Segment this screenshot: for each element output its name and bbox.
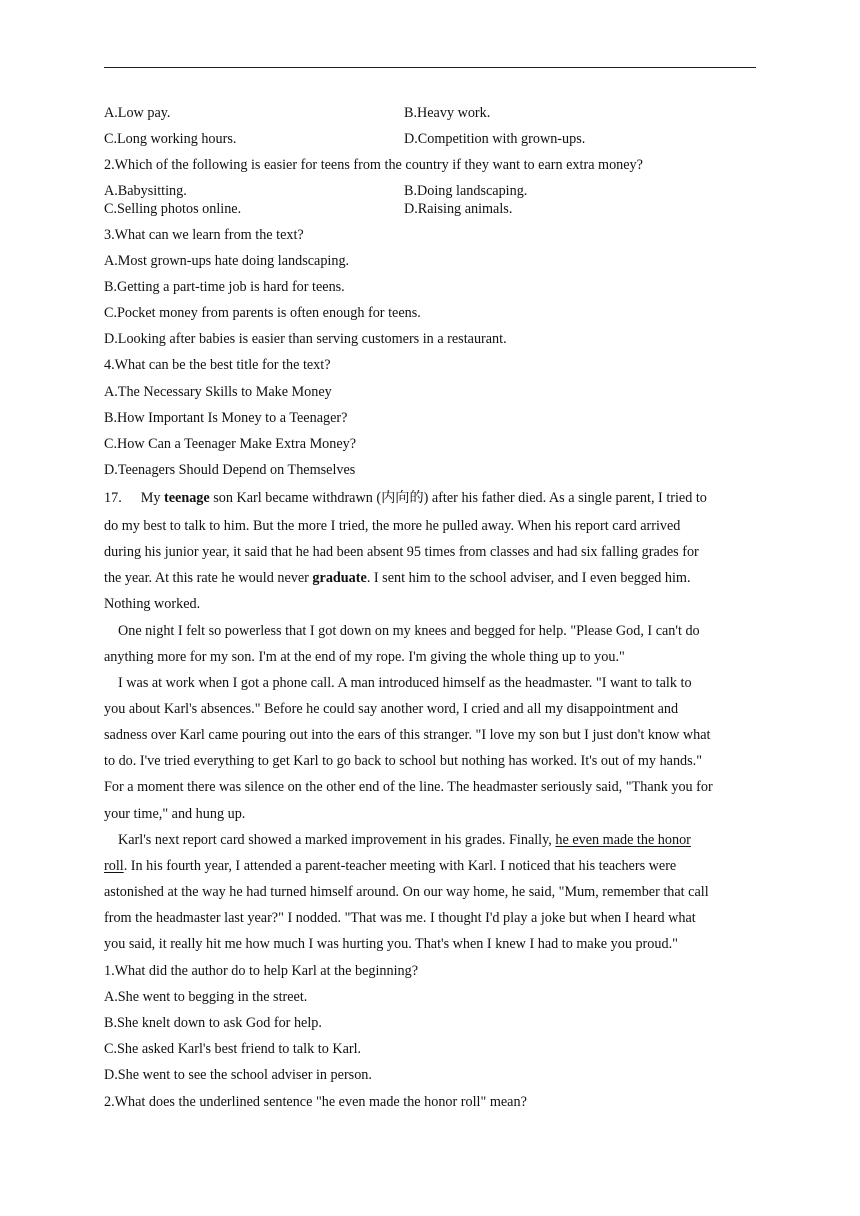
option-d: D.Raising animals. [404, 201, 513, 217]
bold-word: teenage [164, 490, 210, 506]
option-c: C.How Can a Teenager Make Extra Money? [104, 436, 357, 452]
passage-line: sadness over Karl came pouring out into the ears of this stranger. "I love my son but I just don't know what [104, 727, 711, 743]
option-b: B.How Important Is Money to a Teenager? [104, 410, 348, 426]
passage-line: during his junior year, it said that he had been absent 95 times from classes and had six falling grades for [104, 544, 699, 560]
bold-word: graduate [312, 570, 367, 586]
option-d: D.Teenagers Should Depend on Themselves [104, 462, 356, 478]
passage-line: you about Karl's absences." Before he could say another word, I cried and all my disappointment and [104, 701, 679, 717]
question-stem: 2.Which of the following is easier for teens from the country if they want to earn extra money? [104, 157, 643, 173]
passage-line: anything more for my son. I'm at the end of my rope. I'm giving the whole thing up to you." [104, 649, 625, 665]
underlined-sentence: he even made the honor [555, 832, 691, 848]
passage-line: to do. I've tried everything to get Karl to go back to school but nothing has worked. It's out of my hands." [104, 753, 703, 769]
option-d: D.Looking after babies is easier than serving customers in a restaurant. [104, 331, 507, 347]
option-a: A.Low pay. [104, 105, 171, 121]
question-stem: 1.What did the author do to help Karl at the beginning? [104, 963, 419, 979]
question-stem: 3.What can we learn from the text? [104, 227, 304, 243]
passage-line: Karl's next report card showed a marked improvement in his grades. Finally, he even made the honor [118, 832, 691, 848]
option-b: B.Getting a part-time job is hard for teens. [104, 279, 345, 295]
option-a: A.Babysitting. [104, 183, 187, 199]
passage-line: 17. My teenage son Karl became withdrawn (内向的) after his father died. As a single parent, I tried to [104, 490, 707, 506]
option-d: D.Competition with grown-ups. [404, 131, 586, 147]
passage-line: I was at work when I got a phone call. A man introduced himself as the headmaster. "I want to talk to [118, 675, 692, 691]
option-c: C.Pocket money from parents is often enough for teens. [104, 305, 421, 321]
passage-line: One night I felt so powerless that I got down on my knees and begged for help. "Please God, I can't do [118, 623, 700, 639]
passage-line: the year. At this rate he would never graduate. I sent him to the school adviser, and I even begged him. [104, 570, 691, 586]
passage-line: you said, it really hit me how much I was hurting you. That's when I knew I had to make you proud." [104, 936, 678, 952]
option-b: B.She knelt down to ask God for help. [104, 1015, 322, 1031]
option-c: C.She asked Karl's best friend to talk to Karl. [104, 1041, 362, 1057]
option-a: A.She went to begging in the street. [104, 989, 308, 1005]
header-rule [104, 67, 756, 68]
passage-line: your time," and hung up. [104, 806, 246, 822]
option-a: A.Most grown-ups hate doing landscaping. [104, 253, 350, 269]
passage-line: astonished at the way he had turned himself around. On our way home, he said, "Mum, remember that call [104, 884, 709, 900]
passage-line: roll. In his fourth year, I attended a parent-teacher meeting with Karl. I noticed that his teachers were [104, 858, 677, 874]
option-b: B.Heavy work. [404, 105, 491, 121]
question-stem: 4.What can be the best title for the text? [104, 357, 331, 373]
question-stem: 2.What does the underlined sentence "he even made the honor roll" mean? [104, 1094, 527, 1110]
passage-line: For a moment there was silence on the other end of the line. The headmaster seriously said, "Thank you for [104, 779, 713, 795]
question-number: 17. [104, 490, 122, 506]
passage-line: from the headmaster last year?" I nodded. "That was me. I thought I'd play a joke but when I heard what [104, 910, 696, 926]
passage-line: do my best to talk to him. But the more I tried, the more he pulled away. When his report card arrived [104, 518, 681, 534]
underlined-sentence: roll [104, 858, 124, 874]
option-b: B.Doing landscaping. [404, 183, 528, 199]
option-c: C.Long working hours. [104, 131, 237, 147]
option-d: D.She went to see the school adviser in person. [104, 1067, 372, 1083]
option-c: C.Selling photos online. [104, 201, 242, 217]
option-a: A.The Necessary Skills to Make Money [104, 384, 332, 400]
passage-line: Nothing worked. [104, 596, 201, 612]
